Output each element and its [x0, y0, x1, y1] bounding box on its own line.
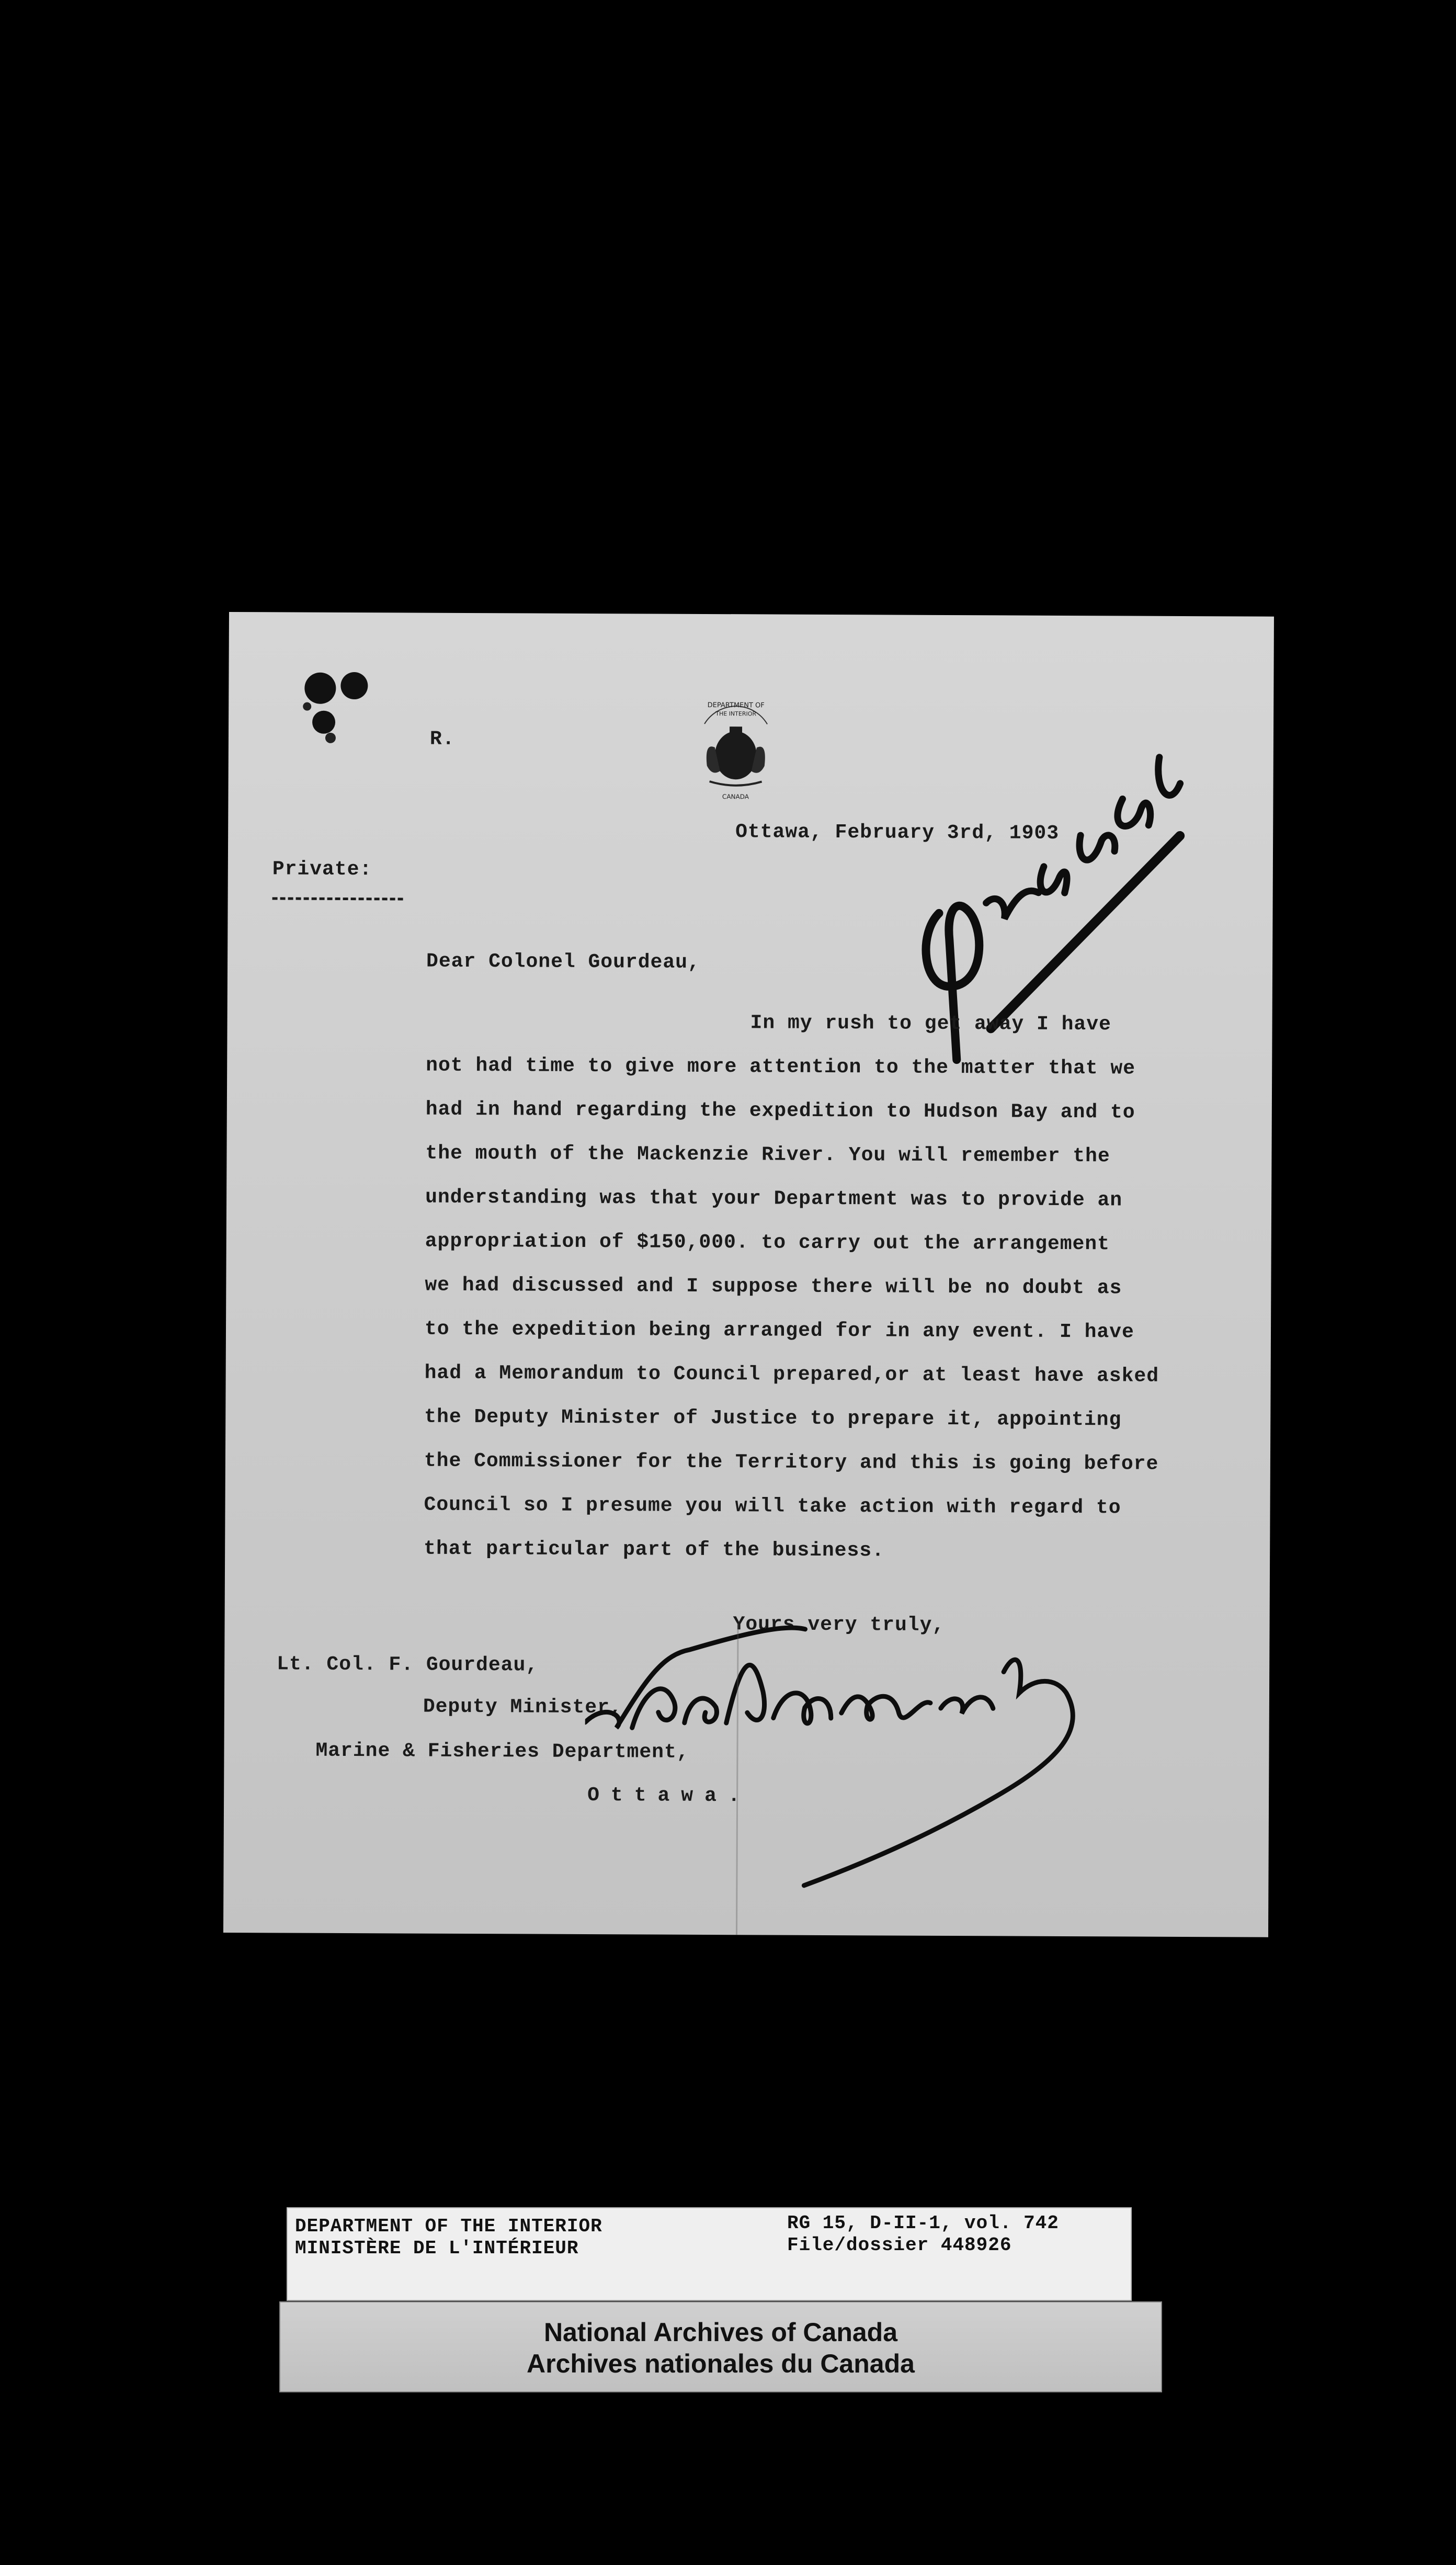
recipient-title: Deputy Minister,: [423, 1695, 622, 1719]
letter-page: [223, 612, 1274, 1937]
archives-banner: [279, 2301, 1162, 2392]
body-line: that particular part of the business.: [424, 1537, 885, 1562]
body-line: Council so I presume you will take action with regard to: [424, 1493, 1121, 1519]
body-line: not had time to give more attention to the matter that we: [426, 1054, 1136, 1080]
archives-name-en: National Archives of Canada: [543, 2318, 898, 2347]
recipient-name: Lt. Col. F. Gourdeau,: [277, 1653, 539, 1677]
body-line: In my rush to get away I have: [750, 1012, 1111, 1036]
body-line: to the expedition being arranged for in any event. I have: [424, 1318, 1134, 1344]
body-line: the mouth of the Mackenzie River. You will remember the: [425, 1142, 1110, 1168]
ink-blotch: [291, 665, 370, 754]
salutation: Dear Colonel Gourdeau,: [426, 950, 700, 974]
department-name-en: DEPARTMENT OF THE INTERIOR: [295, 2216, 602, 2237]
body-line: the Commissioner for the Territory and this is going before: [424, 1449, 1159, 1476]
body-line: had in hand regarding the expedition to Hudson Bay and to: [425, 1098, 1135, 1124]
file-number: File/dossier 448926: [787, 2234, 1012, 2256]
archives-name-fr: Archives nationales du Canada: [527, 2349, 915, 2378]
body-line: we had discussed and I suppose there will be no doubt as: [425, 1274, 1122, 1300]
private-underline: [272, 897, 403, 900]
reference-mark: R.: [429, 728, 455, 751]
handwritten-signature: [584, 1571, 1151, 1898]
letterhead-line-2: THE INTERIOR: [715, 710, 757, 718]
body-line: appropriation of $150,000. to carry out the arrangement: [425, 1230, 1110, 1256]
letterhead-line-3: CANADA: [722, 793, 749, 801]
body-line: the Deputy Minister of Justice to prepare it, appointing: [424, 1405, 1122, 1432]
record-group-reference: RG 15, D-II-1, vol. 742: [787, 2212, 1059, 2234]
letterhead-line-1: DEPARTMENT OF: [707, 701, 765, 710]
recipient-department: Marine & Fisheries Department,: [315, 1739, 689, 1764]
department-name-fr: MINISTÈRE DE L'INTÉRIEUR: [295, 2238, 579, 2259]
body-line: understanding was that your Department was to provide an: [425, 1186, 1123, 1212]
closing: Yours very truly,: [733, 1613, 945, 1637]
body-line: had a Memorandum to Council prepared,or at least have asked: [424, 1361, 1159, 1388]
archive-label-card: [287, 2207, 1132, 2301]
private-label: Private:: [272, 858, 372, 881]
recipient-city: Ottawa.: [587, 1784, 752, 1808]
coat-of-arms-icon: [683, 693, 788, 803]
letter-date: Ottawa, February 3rd, 1903: [735, 821, 1060, 845]
